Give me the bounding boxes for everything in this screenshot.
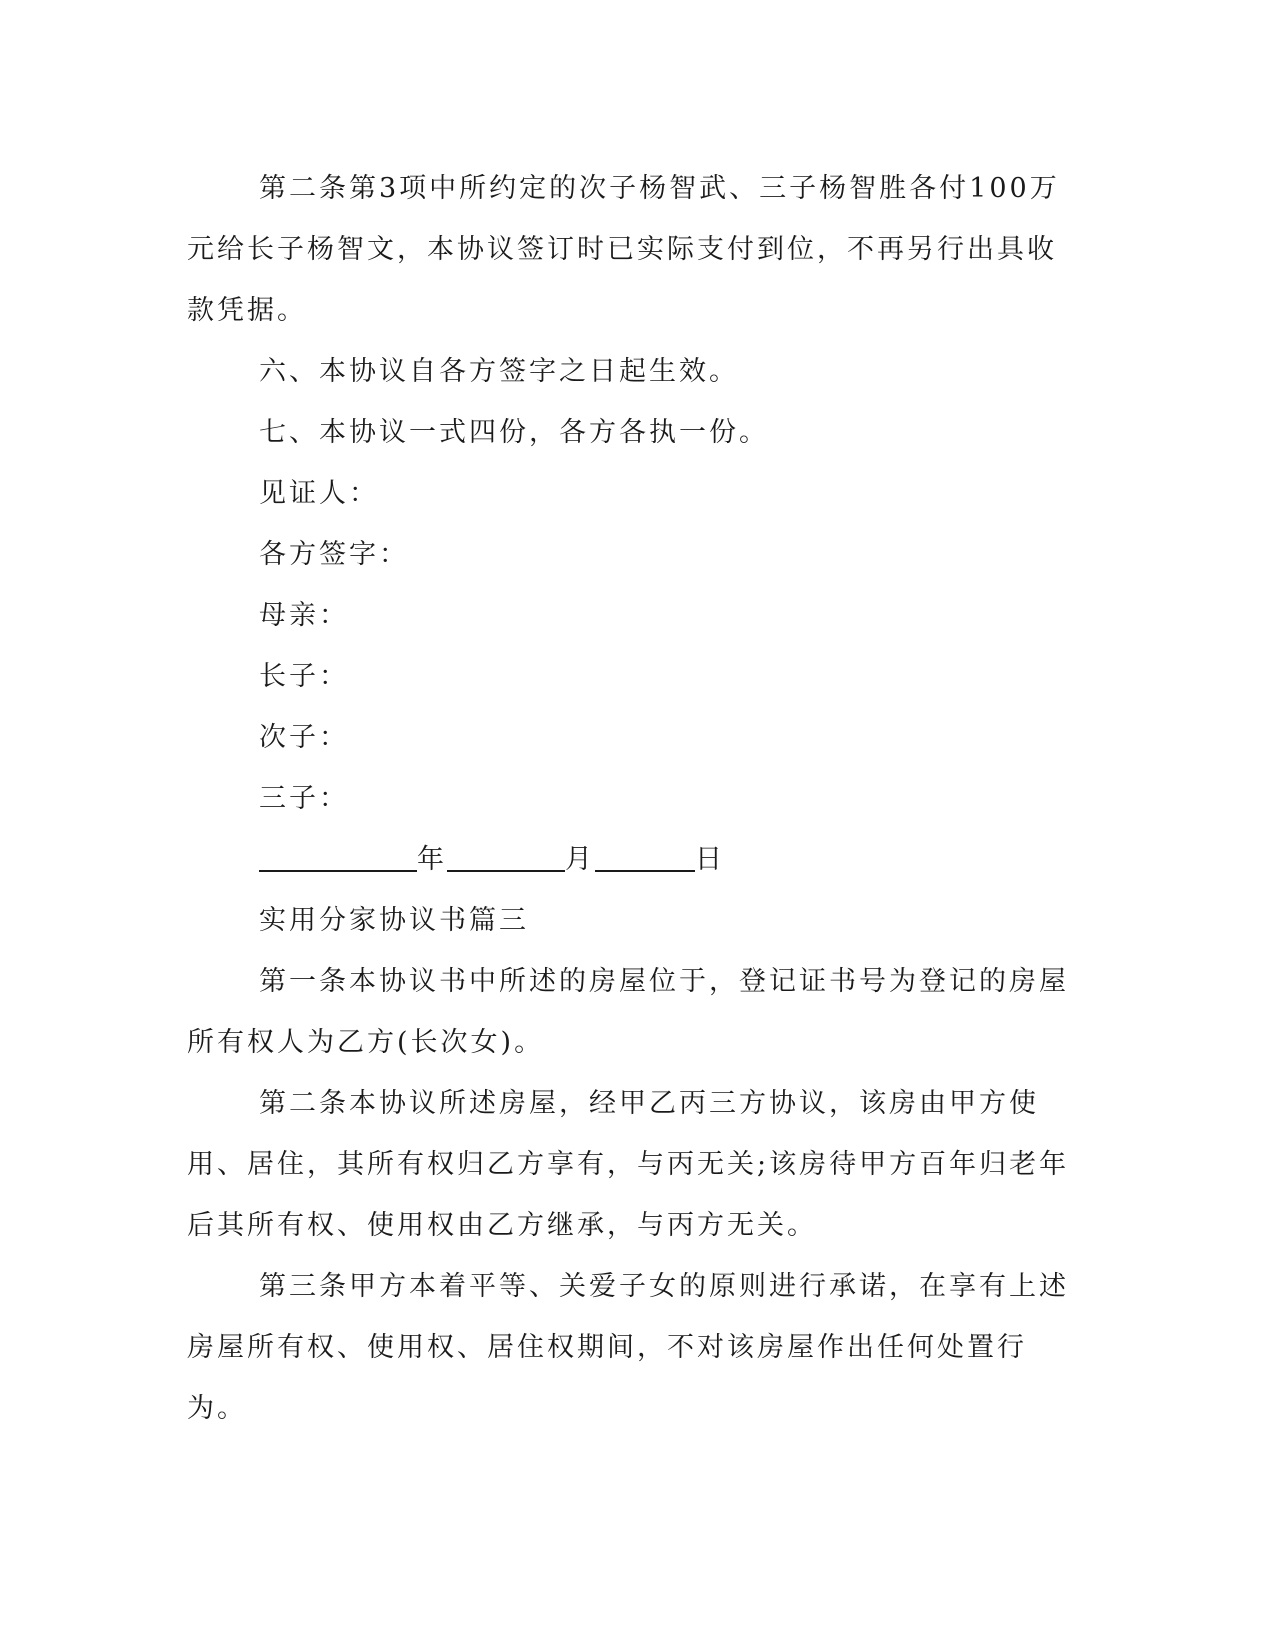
day-label: 日 bbox=[695, 844, 725, 875]
signatures-label: 各方签字： bbox=[259, 539, 409, 570]
signature-second-son: 次子： bbox=[259, 722, 349, 753]
document-body bbox=[187, 158, 1077, 1439]
day-blank bbox=[595, 840, 695, 872]
year-blank bbox=[259, 840, 417, 872]
signature-mother: 母亲： bbox=[259, 600, 349, 631]
year-label: 年 bbox=[417, 844, 447, 875]
signature-eldest-son: 长子： bbox=[259, 661, 349, 692]
date-line bbox=[187, 829, 1077, 890]
witness-label: 见证人： bbox=[259, 478, 379, 509]
month-label: 月 bbox=[565, 844, 595, 875]
clause-copies: 七、本协议一式四份，各方各执一份。 bbox=[259, 417, 769, 448]
signature-third-son: 三子： bbox=[259, 783, 349, 814]
clause-effective-date: 六、本协议自各方签字之日起生效。 bbox=[259, 356, 739, 387]
month-blank bbox=[447, 840, 565, 872]
article-one: 第一条本协议书中所述的房屋位于，登记证书号为登记的房屋所有权人为乙方(长次女)。 bbox=[187, 966, 1069, 1058]
section-heading: 实用分家协议书篇三 bbox=[259, 905, 529, 936]
article-two: 第二条本协议所述房屋，经甲乙丙三方协议，该房由甲方使用、居住，其所有权归乙方享有，与丙无关;该房待甲方百年归老年后其所有权、使用权由乙方继承，与丙方无关。 bbox=[187, 1088, 1070, 1241]
article-three: 第三条甲方本着平等、关爱子女的原则进行承诺，在享有上述房屋所有权、使用权、居住权期间，不对该房屋作出任何处置行为。 bbox=[187, 1271, 1069, 1424]
clause-payment-confirmation: 第二条第3项中所约定的次子杨智武、三子杨智胜各付100万元给长子杨智文，本协议签订时已实际支付到位，不再另行出具收款凭据。 bbox=[187, 173, 1060, 326]
